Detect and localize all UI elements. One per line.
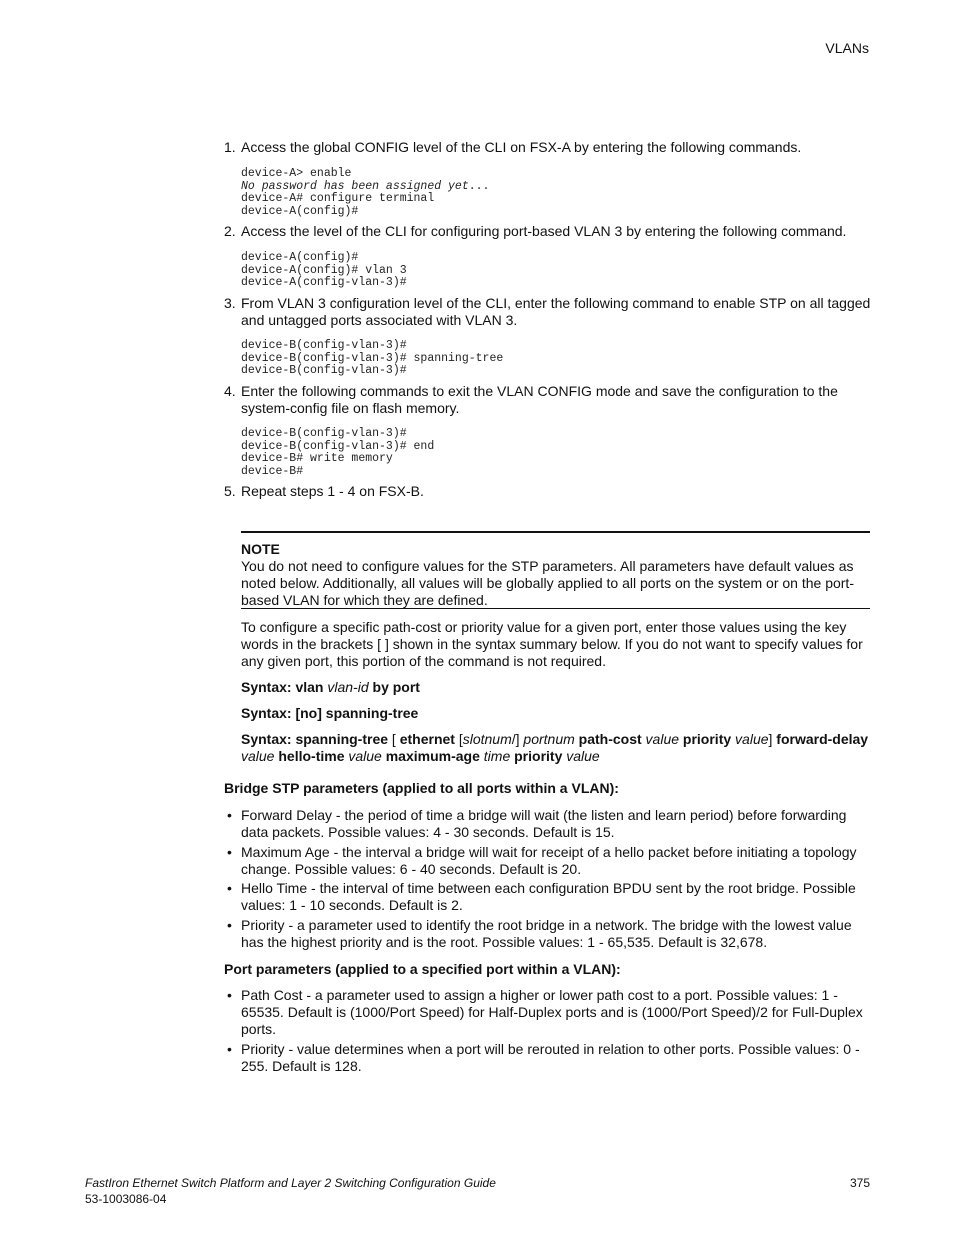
footer-title: FastIron Ethernet Switch Platform and Layer 2 Switching Configuration Guide bbox=[85, 1176, 496, 1190]
code-line: device-A(config-vlan-3)# bbox=[241, 276, 407, 289]
note-top-rule bbox=[241, 531, 870, 533]
syntax-variable: value bbox=[241, 748, 275, 764]
syntax-bracket: /] bbox=[511, 731, 524, 747]
syntax-vlan bbox=[241, 679, 870, 696]
step-number: 3. bbox=[224, 295, 236, 311]
syntax-variable: vlan-id bbox=[327, 679, 369, 695]
note-text: You do not need to configure values for the STP parameters. All parameters have default values as noted below. Additionally, all values will be globally applied to all ports on the system or on the port-based VLAN for which they are defined. bbox=[241, 558, 854, 608]
bullet-text: Hello Time - the interval of time between each configuration BPDU sent by the root bridge. Possible values: 1 - 10 seconds. Default is 2. bbox=[241, 880, 856, 913]
footer-doc-id: 53-1003086-04 bbox=[85, 1192, 167, 1206]
syntax-variable: portnum bbox=[523, 731, 575, 747]
syntax-variable: value bbox=[641, 731, 680, 747]
bullet-mark: • bbox=[227, 987, 232, 1003]
step-text: Access the level of the CLI for configuring port-based VLAN 3 by entering the following command. bbox=[241, 223, 847, 239]
syntax-keyword: hello-time bbox=[274, 748, 345, 764]
syntax-variable: slotnum bbox=[462, 731, 512, 747]
code-ellipsis: ... bbox=[468, 179, 490, 193]
syntax-keyword: ethernet bbox=[399, 731, 455, 747]
syntax-keyword: forward-delay bbox=[776, 731, 869, 747]
bullet-text: Path Cost - a parameter used to assign a higher or lower path cost to a port. Possible values: 1 - 65535. Default is (1000/Port Speed) for Half-Duplex ports and is (1000/Port Speed)/2 for Full-Duplex ports. bbox=[241, 987, 863, 1037]
syntax-keyword: Syntax: vlan bbox=[241, 679, 324, 695]
code-block-4 bbox=[241, 428, 434, 478]
code-line: device-B# bbox=[241, 464, 304, 478]
code-line: device-B# write memory bbox=[241, 452, 393, 465]
note-title: NOTE bbox=[241, 541, 280, 557]
syntax-bracket: [ bbox=[388, 731, 400, 747]
syntax-variable: value bbox=[562, 748, 600, 764]
code-line: device-A# configure terminal bbox=[241, 192, 435, 205]
bullet-text: Forward Delay - the period of time a bridge will wait (the listen and learn period) before forwarding data packets. Possible values: 4 - 30 seconds. Default is 15. bbox=[241, 807, 847, 840]
intro-paragraph: To configure a specific path-cost or priority value for a given port, enter those values using the key words in the brackets [ ] shown in the syntax summary below. If you do not want to specify values for any given port, this portion of the command is not required. bbox=[241, 619, 863, 669]
syntax-spanning-tree-full bbox=[241, 731, 870, 765]
step-text: Access the global CONFIG level of the CLI on FSX-A by entering the following commands. bbox=[241, 139, 802, 155]
running-header: VLANs bbox=[825, 40, 869, 56]
bullet-mark: • bbox=[227, 844, 232, 860]
syntax-keyword: priority bbox=[510, 748, 563, 764]
code-line: device-A> enable bbox=[241, 167, 352, 180]
code-line: device-B(config-vlan-3)# bbox=[241, 364, 407, 377]
code-line: device-B(config-vlan-3)# spanning-tree bbox=[241, 351, 504, 365]
syntax-variable: value bbox=[731, 731, 769, 747]
step-text: Repeat steps 1 - 4 on FSX-B. bbox=[241, 483, 424, 499]
code-line: device-A(config)# bbox=[241, 204, 359, 218]
syntax-variable: time bbox=[479, 748, 511, 764]
step-number: 5. bbox=[224, 483, 236, 499]
syntax-keyword: maximum-age bbox=[381, 748, 480, 764]
bullet-mark: • bbox=[227, 807, 232, 823]
syntax-bracket: ] bbox=[768, 731, 777, 747]
note-bottom-rule bbox=[241, 608, 870, 609]
step-number: 1. bbox=[224, 139, 236, 155]
code-line: device-B(config-vlan-3)# bbox=[241, 427, 407, 440]
bridge-heading: Bridge STP parameters (applied to all ports within a VLAN): bbox=[224, 780, 619, 796]
syntax-bracket: [ bbox=[454, 731, 463, 747]
step-text: Enter the following commands to exit the VLAN CONFIG mode and save the configuration to the system-config file on flash memory. bbox=[241, 383, 838, 416]
syntax-keyword: path-cost bbox=[574, 731, 642, 747]
bullet-text: Maximum Age - the interval a bridge will wait for receipt of a hello packet before initiating a topology change. Possible values: 6 - 40 seconds. Default is 20. bbox=[241, 844, 857, 877]
bullet-mark: • bbox=[227, 880, 232, 896]
step-number: 2. bbox=[224, 223, 236, 239]
syntax-spanning-tree: Syntax: [no] spanning-tree bbox=[241, 705, 419, 721]
bullet-mark: • bbox=[227, 1041, 232, 1057]
port-heading: Port parameters (applied to a specified port within a VLAN): bbox=[224, 961, 621, 977]
code-block-3 bbox=[241, 340, 503, 378]
bullet-text: Priority - value determines when a port will be rerouted in relation to other ports. Possible values: 0 - 255. Default is 128. bbox=[241, 1041, 860, 1074]
bullet-mark: • bbox=[227, 917, 232, 933]
step-text: From VLAN 3 configuration level of the CLI, enter the following command to enable STP on all tagged and untagged ports associated with VLAN 3. bbox=[241, 295, 871, 328]
code-block-2 bbox=[241, 252, 407, 290]
bullet-text: Priority - a parameter used to identify the root bridge in a network. The bridge with the lowest value has the highest priority and is the root. Possible values: 1 - 65,535. Default is 32,678. bbox=[241, 917, 852, 950]
syntax-variable: value bbox=[344, 748, 382, 764]
page-number: 375 bbox=[849, 1176, 870, 1190]
code-italic: No password has been assigned yet bbox=[241, 179, 469, 193]
code-block-1 bbox=[241, 168, 489, 218]
step-number: 4. bbox=[224, 383, 236, 399]
code-line: device-B(config-vlan-3)# end bbox=[241, 439, 435, 453]
code-line: device-A(config)# vlan 3 bbox=[241, 263, 407, 277]
code-line: device-A(config)# bbox=[241, 251, 359, 264]
code-line: device-B(config-vlan-3)# bbox=[241, 339, 407, 352]
syntax-keyword: by port bbox=[372, 679, 420, 695]
syntax-keyword: priority bbox=[679, 731, 732, 747]
syntax-keyword: Syntax: spanning-tree bbox=[241, 731, 389, 747]
